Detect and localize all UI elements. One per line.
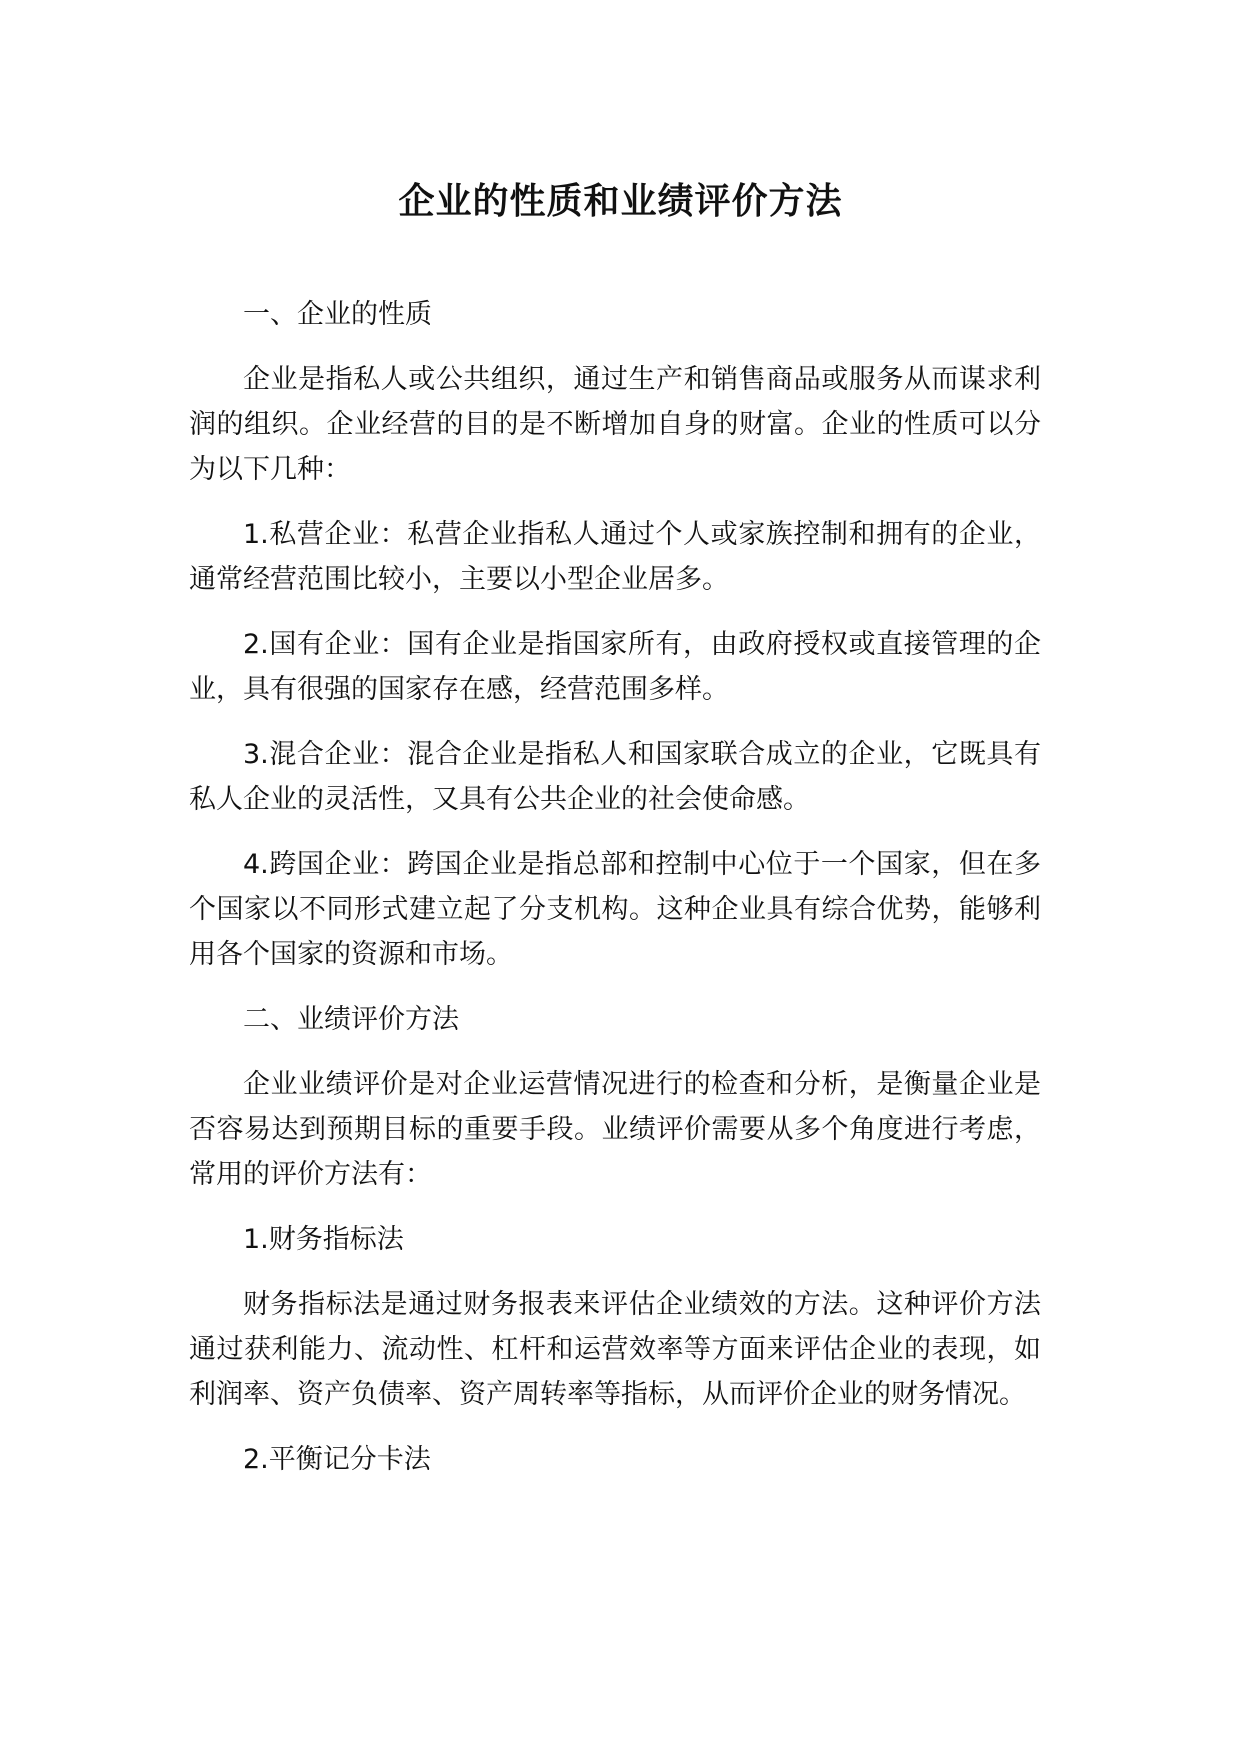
paragraph-financial-indicators: 财务指标法是通过财务报表来评估企业绩效的方法。这种评价方法通过获利能力、流动性、杠杆和运营效率等方面来评估企业的表现，如利润率、资产负债率、资产周转率等指标，从而评价企业的财务情况。 [189, 1289, 1041, 1410]
subheading-balanced-scorecard: 2.平衡记分卡法 [243, 1444, 431, 1475]
paragraph-enterprise-definition: 企业是指私人或公共组织，通过生产和销售商品或服务从而谋求利润的组织。企业经营的目的是不断增加自身的财富。企业的性质可以分为以下几种： [189, 364, 1041, 485]
paragraph-mixed-enterprise: 3.混合企业：混合企业是指私人和国家联合成立的企业，它既具有私人企业的灵活性，又具有公共企业的社会使命感。 [189, 739, 1041, 815]
document-title: 企业的性质和业绩评价方法 [398, 181, 843, 222]
section-heading-evaluation: 二、业绩评价方法 [243, 1004, 459, 1035]
paragraph-state-enterprise: 2.国有企业：国有企业是指国家所有，由政府授权或直接管理的企业，具有很强的国家存在感，经营范围多样。 [189, 629, 1041, 705]
subheading-financial-indicators: 1.财务指标法 [243, 1224, 404, 1255]
paragraph-evaluation-intro: 企业业绩评价是对企业运营情况进行的检查和分析，是衡量企业是否容易达到预期目标的重要手段。业绩评价需要从多个角度进行考虑，常用的评价方法有： [189, 1069, 1041, 1190]
paragraph-multinational-enterprise: 4.跨国企业：跨国企业是指总部和控制中心位于一个国家，但在多个国家以不同形式建立起了分支机构。这种企业具有综合优势，能够利用各个国家的资源和市场。 [189, 849, 1041, 970]
paragraph-private-enterprise: 1.私营企业：私营企业指私人通过个人或家族控制和拥有的企业，通常经营范围比较小，主要以小型企业居多。 [189, 519, 1041, 595]
section-heading-nature: 一、企业的性质 [243, 299, 432, 330]
document-body [189, 292, 1041, 1502]
